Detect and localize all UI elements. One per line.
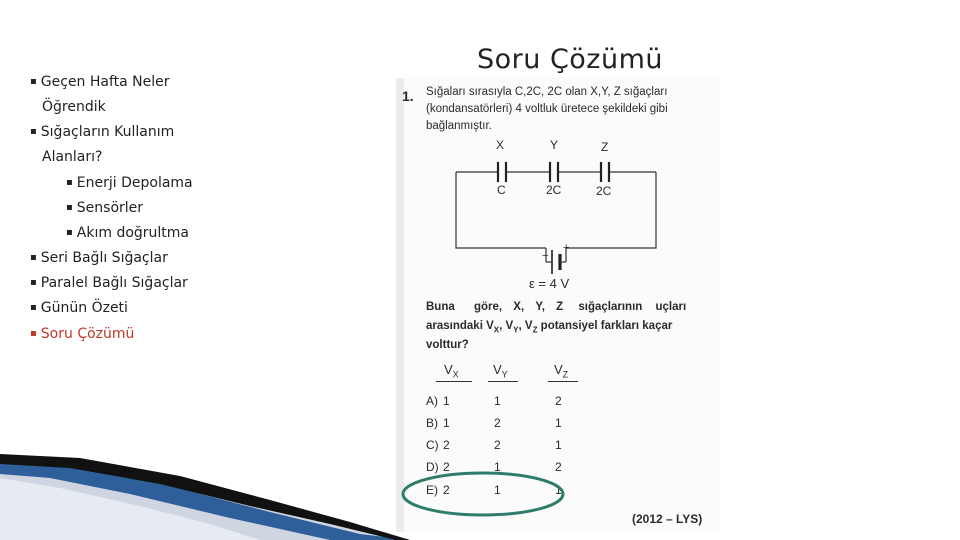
option-vy: 1 (494, 394, 501, 408)
agenda-item (30, 124, 174, 140)
option-vy: 2 (494, 438, 501, 452)
header-underline (436, 381, 472, 382)
question-scan (396, 78, 720, 532)
agenda-item-label: Sığaçların Kullanım (40, 124, 175, 140)
option-vz: 1 (555, 416, 562, 430)
agenda-item (42, 99, 106, 115)
agenda-item-label: Akım doğrultma (76, 225, 190, 241)
bullet-icon: ▪ (30, 252, 37, 263)
capacitor-z-name: Z (601, 140, 609, 154)
agenda-item (30, 300, 128, 316)
option-vx: 2 (443, 438, 450, 452)
capacitor-x-value: C (497, 183, 506, 197)
option-vz: 1 (555, 483, 562, 497)
agenda-item (42, 149, 102, 165)
bullet-icon: ▪ (66, 227, 73, 238)
question-stem-line: bağlanmıştır. (426, 120, 492, 132)
agenda-subitem (66, 175, 193, 191)
answer-highlight-ellipse (396, 468, 596, 528)
bullet-icon: ▪ (66, 202, 73, 213)
bullet-icon: ▪ (66, 177, 73, 188)
question-ask-line: arasındaki $V_X$, $V_Y$, $V_Z$ potansiyel farkları kaçar (426, 320, 673, 335)
capacitor-y-name: Y (550, 138, 559, 152)
option-vx: 1 (443, 416, 450, 430)
capacitor-z-value: 2C (596, 184, 612, 198)
option-label: B) (426, 416, 438, 430)
bullet-icon: ▪ (30, 302, 37, 313)
option-vx: 2 (443, 460, 450, 474)
agenda-item-label: Alanları? (42, 149, 103, 165)
option-label: E) (426, 483, 438, 497)
agenda-item-label: Öğrendik (42, 99, 106, 115)
slide-title: Soru Çözümü (476, 44, 664, 75)
option-vy: 1 (494, 460, 501, 474)
agenda-item-label: Günün Özeti (40, 300, 128, 316)
agenda-item-label: Seri Bağlı Sığaçlar (40, 250, 168, 266)
agenda-item-label: Sensörler (76, 200, 144, 216)
header-vx: $V_X$ (444, 362, 459, 380)
option-vy: 1 (494, 483, 501, 497)
capacitor-y-value: 2C (546, 183, 562, 197)
option-label: C) (426, 438, 439, 452)
capacitor-x-name: X (496, 138, 505, 152)
option-vy: 2 (494, 416, 501, 430)
question-number: 1. (402, 88, 414, 104)
agenda-item-active (30, 326, 134, 342)
agenda-item-label: Enerji Depolama (76, 175, 193, 191)
decorative-swoosh (0, 450, 420, 540)
bullet-icon: ▪ (30, 126, 37, 137)
bullet-icon: ▪ (30, 328, 37, 339)
option-vx: 2 (443, 483, 450, 497)
agenda-item (30, 74, 170, 90)
question-ask-line: Buna göre, X, Y, Z sığaçlarının uçları (426, 301, 687, 313)
agenda-item (30, 275, 188, 291)
bullet-icon: ▪ (30, 277, 37, 288)
option-vx: 1 (443, 394, 450, 408)
agenda-subitem (66, 200, 143, 216)
question-source: (2012 – LYS) (632, 512, 703, 526)
agenda-item-label: Paralel Bağlı Sığaçlar (40, 275, 188, 291)
header-underline (488, 381, 518, 382)
question-stem-line: Sığaları sırasıyla C,2C, 2C olan X,Y, Z sığaçları (426, 86, 668, 98)
option-vz: 1 (555, 438, 562, 452)
header-vz: $V_Z$ (554, 362, 569, 380)
battery-plus: + (563, 242, 570, 254)
question-ask-line: volttur? (426, 339, 469, 351)
option-vz: 2 (555, 460, 562, 474)
agenda-item-label: Geçen Hafta Neler (40, 74, 170, 90)
agenda-list (0, 0, 380, 380)
agenda-item-label: Soru Çözümü (40, 326, 135, 342)
option-vz: 2 (555, 394, 562, 408)
question-stem-line: (kondansatörleri) 4 voltluk üretece şekildeki gibi (426, 103, 668, 115)
bullet-icon: ▪ (30, 76, 37, 87)
agenda-item (30, 250, 168, 266)
header-vy: $V_Y$ (493, 362, 508, 380)
battery-minus: − (542, 250, 549, 262)
option-label: D) (426, 460, 439, 474)
header-underline (548, 381, 578, 382)
emf-label: ε = 4 V (529, 276, 570, 291)
option-label: A) (426, 394, 438, 408)
agenda-subitem (66, 225, 189, 241)
